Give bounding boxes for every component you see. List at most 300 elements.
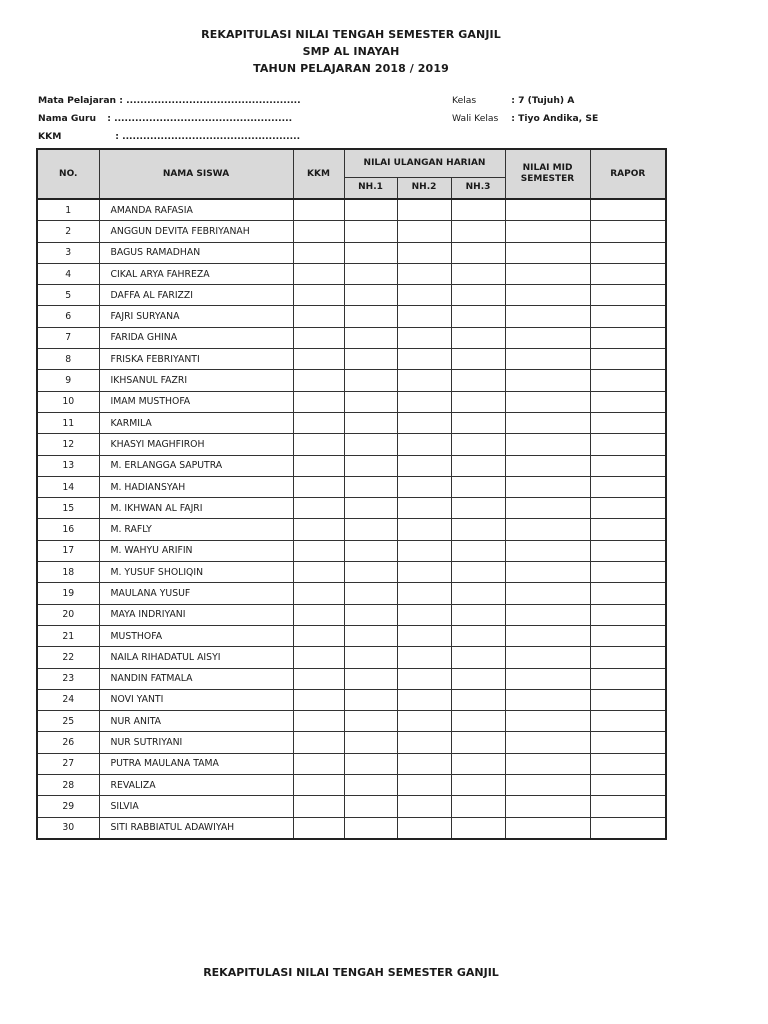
student-name: M. RAFLY xyxy=(99,519,293,540)
mid-semester-cell xyxy=(505,370,590,391)
nh1-cell xyxy=(344,455,397,476)
row-number: 20 xyxy=(37,604,99,625)
table-row xyxy=(37,625,666,646)
kkm-cell xyxy=(293,732,344,753)
class-field xyxy=(452,95,574,106)
nh2-cell xyxy=(397,263,451,284)
mid-semester-cell xyxy=(505,604,590,625)
student-name: NUR ANITA xyxy=(99,711,293,732)
next-page-title: REKAPITULASI NILAI TENGAH SEMESTER GANJIL xyxy=(203,966,499,979)
student-name: MUSTHOFA xyxy=(99,625,293,646)
kkm-field xyxy=(38,131,300,142)
report-cell xyxy=(590,604,666,625)
student-name: NUR SUTRIYANI xyxy=(99,732,293,753)
table-row xyxy=(37,221,666,242)
report-cell xyxy=(590,263,666,284)
report-cell xyxy=(590,668,666,689)
student-name: AMANDA RAFASIA xyxy=(99,199,293,221)
report-cell xyxy=(590,412,666,433)
nh1-cell xyxy=(344,199,397,221)
document-title: REKAPITULASI NILAI TENGAH SEMESTER GANJIL xyxy=(201,28,501,41)
row-number: 17 xyxy=(37,540,99,561)
nh1-cell xyxy=(344,306,397,327)
nh3-cell xyxy=(451,391,505,412)
kkm-cell xyxy=(293,263,344,284)
subject-value: .................................................. xyxy=(126,95,301,106)
kkm-cell xyxy=(293,647,344,668)
nh1-cell xyxy=(344,753,397,774)
nh1-cell xyxy=(344,391,397,412)
mid-semester-cell xyxy=(505,455,590,476)
kkm-cell xyxy=(293,583,344,604)
kkm-cell xyxy=(293,242,344,263)
mid-semester-cell xyxy=(505,775,590,796)
grades-table xyxy=(36,148,667,840)
student-name: ANGGUN DEVITA FEBRIYANAH xyxy=(99,221,293,242)
kkm-cell xyxy=(293,476,344,497)
student-name: MAYA INDRIYANI xyxy=(99,604,293,625)
nh2-cell xyxy=(397,412,451,433)
nh1-cell xyxy=(344,583,397,604)
row-number: 11 xyxy=(37,412,99,433)
student-name: BAGUS RAMADHAN xyxy=(99,242,293,263)
kkm-cell xyxy=(293,519,344,540)
table-row xyxy=(37,498,666,519)
nh2-cell xyxy=(397,285,451,306)
kkm-cell xyxy=(293,711,344,732)
report-cell xyxy=(590,370,666,391)
nh1-cell xyxy=(344,285,397,306)
table-row xyxy=(37,583,666,604)
row-number: 18 xyxy=(37,562,99,583)
table-row xyxy=(37,285,666,306)
student-name: DAFFA AL FARIZZI xyxy=(99,285,293,306)
nh3-cell xyxy=(451,775,505,796)
table-row xyxy=(37,732,666,753)
mid-semester-cell xyxy=(505,498,590,519)
nh1-cell xyxy=(344,689,397,710)
mid-semester-cell xyxy=(505,540,590,561)
table-row xyxy=(37,775,666,796)
table-row xyxy=(37,199,666,221)
student-name: FRISKA FEBRIYANTI xyxy=(99,349,293,370)
table-row xyxy=(37,391,666,412)
nh1-cell xyxy=(344,349,397,370)
student-name: M. IKHWAN AL FAJRI xyxy=(99,498,293,519)
student-name: FAJRI SURYANA xyxy=(99,306,293,327)
nh2-cell xyxy=(397,476,451,497)
nh3-cell xyxy=(451,817,505,839)
kkm-cell xyxy=(293,668,344,689)
mid-semester-cell xyxy=(505,349,590,370)
row-number: 8 xyxy=(37,349,99,370)
row-number: 14 xyxy=(37,476,99,497)
row-number: 26 xyxy=(37,732,99,753)
mid-semester-cell xyxy=(505,199,590,221)
subject-label: Mata Pelajaran : xyxy=(38,95,123,106)
row-number: 27 xyxy=(37,753,99,774)
report-cell xyxy=(590,540,666,561)
kkm-cell xyxy=(293,817,344,839)
mid-semester-cell xyxy=(505,391,590,412)
nh3-cell xyxy=(451,796,505,817)
nh3-cell xyxy=(451,412,505,433)
teacher-label: Nama Guru xyxy=(38,113,97,124)
row-number: 28 xyxy=(37,775,99,796)
mid-semester-cell xyxy=(505,817,590,839)
nh1-cell xyxy=(344,540,397,561)
nh3-cell xyxy=(451,583,505,604)
report-cell xyxy=(590,647,666,668)
report-cell xyxy=(590,221,666,242)
mid-semester-cell xyxy=(505,412,590,433)
table-row xyxy=(37,817,666,839)
nh1-cell xyxy=(344,711,397,732)
row-number: 7 xyxy=(37,327,99,348)
table-row xyxy=(37,647,666,668)
student-name: KARMILA xyxy=(99,412,293,433)
student-name: M. HADIANSYAH xyxy=(99,476,293,497)
report-cell xyxy=(590,625,666,646)
row-number: 24 xyxy=(37,689,99,710)
row-number: 5 xyxy=(37,285,99,306)
kkm-cell xyxy=(293,412,344,433)
header-mid-line2: SEMESTER xyxy=(520,174,575,184)
mid-semester-cell xyxy=(505,668,590,689)
report-cell xyxy=(590,391,666,412)
report-cell xyxy=(590,199,666,221)
nh1-cell xyxy=(344,519,397,540)
kkm-label: KKM xyxy=(38,131,62,142)
nh3-cell xyxy=(451,434,505,455)
nh1-cell xyxy=(344,647,397,668)
mid-semester-cell xyxy=(505,306,590,327)
table-row xyxy=(37,562,666,583)
student-name: M. YUSUF SHOLIQIN xyxy=(99,562,293,583)
mid-semester-cell xyxy=(505,242,590,263)
row-number: 25 xyxy=(37,711,99,732)
header-report: RAPOR xyxy=(590,149,666,199)
nh2-cell xyxy=(397,306,451,327)
table-row xyxy=(37,242,666,263)
nh3-cell xyxy=(451,263,505,284)
nh2-cell xyxy=(397,817,451,839)
nh2-cell xyxy=(397,668,451,689)
student-name: NOVI YANTI xyxy=(99,689,293,710)
row-number: 23 xyxy=(37,668,99,689)
nh2-cell xyxy=(397,689,451,710)
row-number: 1 xyxy=(37,199,99,221)
mid-semester-cell xyxy=(505,562,590,583)
nh1-cell xyxy=(344,263,397,284)
header-mid-semester xyxy=(505,149,590,199)
nh2-cell xyxy=(397,391,451,412)
table-row xyxy=(37,455,666,476)
student-name: IKHSANUL FAZRI xyxy=(99,370,293,391)
report-cell xyxy=(590,562,666,583)
nh2-cell xyxy=(397,540,451,561)
table-row xyxy=(37,668,666,689)
table-row xyxy=(37,306,666,327)
nh2-cell xyxy=(397,583,451,604)
table-row xyxy=(37,434,666,455)
student-name: IMAM MUSTHOFA xyxy=(99,391,293,412)
row-number: 30 xyxy=(37,817,99,839)
student-name: M. ERLANGGA SAPUTRA xyxy=(99,455,293,476)
nh2-cell xyxy=(397,625,451,646)
report-cell xyxy=(590,711,666,732)
nh3-cell xyxy=(451,455,505,476)
nh2-cell xyxy=(397,370,451,391)
mid-semester-cell xyxy=(505,327,590,348)
nh3-cell xyxy=(451,370,505,391)
header-nh1: NH.1 xyxy=(344,177,397,199)
nh2-cell xyxy=(397,242,451,263)
row-number: 19 xyxy=(37,583,99,604)
header-nh2: NH.2 xyxy=(397,177,451,199)
nh2-cell xyxy=(397,455,451,476)
kkm-cell xyxy=(293,327,344,348)
nh2-cell xyxy=(397,498,451,519)
row-number: 16 xyxy=(37,519,99,540)
student-name: NANDIN FATMALA xyxy=(99,668,293,689)
student-name: M. WAHYU ARIFIN xyxy=(99,540,293,561)
kkm-cell xyxy=(293,689,344,710)
report-cell xyxy=(590,498,666,519)
nh2-cell xyxy=(397,796,451,817)
nh3-cell xyxy=(451,540,505,561)
row-number: 21 xyxy=(37,625,99,646)
nh3-cell xyxy=(451,349,505,370)
mid-semester-cell xyxy=(505,796,590,817)
nh2-cell xyxy=(397,221,451,242)
nh3-cell xyxy=(451,711,505,732)
mid-semester-cell xyxy=(505,689,590,710)
kkm-cell xyxy=(293,562,344,583)
report-cell xyxy=(590,732,666,753)
report-cell xyxy=(590,689,666,710)
table-row xyxy=(37,540,666,561)
row-number: 9 xyxy=(37,370,99,391)
kkm-cell xyxy=(293,349,344,370)
mid-semester-cell xyxy=(505,263,590,284)
nh2-cell xyxy=(397,434,451,455)
mid-semester-cell xyxy=(505,583,590,604)
row-number: 10 xyxy=(37,391,99,412)
nh3-cell xyxy=(451,668,505,689)
homeroom-value: : Tiyo Andika, SE xyxy=(511,113,599,124)
nh3-cell xyxy=(451,689,505,710)
nh3-cell xyxy=(451,753,505,774)
nh3-cell xyxy=(451,647,505,668)
nh1-cell xyxy=(344,604,397,625)
kkm-cell xyxy=(293,498,344,519)
kkm-cell xyxy=(293,455,344,476)
row-number: 4 xyxy=(37,263,99,284)
nh2-cell xyxy=(397,519,451,540)
nh1-cell xyxy=(344,412,397,433)
report-cell xyxy=(590,285,666,306)
mid-semester-cell xyxy=(505,285,590,306)
student-name: FARIDA GHINA xyxy=(99,327,293,348)
mid-semester-cell xyxy=(505,519,590,540)
report-cell xyxy=(590,349,666,370)
nh2-cell xyxy=(397,604,451,625)
nh3-cell xyxy=(451,221,505,242)
teacher-field xyxy=(38,113,292,124)
nh1-cell xyxy=(344,668,397,689)
nh3-cell xyxy=(451,498,505,519)
header-kkm: KKM xyxy=(293,149,344,199)
table-row xyxy=(37,604,666,625)
nh2-cell xyxy=(397,327,451,348)
class-label: Kelas xyxy=(452,95,477,106)
nh2-cell xyxy=(397,753,451,774)
kkm-value: : ................................................... xyxy=(115,131,301,142)
kkm-cell xyxy=(293,391,344,412)
row-number: 22 xyxy=(37,647,99,668)
nh2-cell xyxy=(397,199,451,221)
academic-year: TAHUN PELAJARAN 2018 / 2019 xyxy=(253,62,449,75)
table-row xyxy=(37,349,666,370)
kkm-cell xyxy=(293,775,344,796)
header-nh3: NH.3 xyxy=(451,177,505,199)
nh2-cell xyxy=(397,775,451,796)
kkm-cell xyxy=(293,370,344,391)
report-cell xyxy=(590,583,666,604)
nh3-cell xyxy=(451,519,505,540)
nh1-cell xyxy=(344,476,397,497)
nh1-cell xyxy=(344,370,397,391)
table-row xyxy=(37,476,666,497)
nh1-cell xyxy=(344,817,397,839)
mid-semester-cell xyxy=(505,434,590,455)
mid-semester-cell xyxy=(505,732,590,753)
nh1-cell xyxy=(344,221,397,242)
nh3-cell xyxy=(451,562,505,583)
report-cell xyxy=(590,476,666,497)
nh2-cell xyxy=(397,711,451,732)
nh1-cell xyxy=(344,562,397,583)
table-row xyxy=(37,519,666,540)
student-name: CIKAL ARYA FAHREZA xyxy=(99,263,293,284)
student-name: SITI RABBIATUL ADAWIYAH xyxy=(99,817,293,839)
student-name: SILVIA xyxy=(99,796,293,817)
mid-semester-cell xyxy=(505,625,590,646)
student-name: MAULANA YUSUF xyxy=(99,583,293,604)
student-name: KHASYI MAGHFIROH xyxy=(99,434,293,455)
mid-semester-cell xyxy=(505,753,590,774)
table-row xyxy=(37,263,666,284)
kkm-cell xyxy=(293,199,344,221)
header-name: NAMA SISWA xyxy=(99,149,293,199)
nh1-cell xyxy=(344,732,397,753)
class-value: : 7 (Tujuh) A xyxy=(511,95,575,106)
nh3-cell xyxy=(451,476,505,497)
document-header xyxy=(0,26,702,77)
report-cell xyxy=(590,519,666,540)
kkm-cell xyxy=(293,604,344,625)
table-row xyxy=(37,753,666,774)
nh1-cell xyxy=(344,242,397,263)
nh3-cell xyxy=(451,625,505,646)
nh1-cell xyxy=(344,796,397,817)
kkm-cell xyxy=(293,221,344,242)
nh2-cell xyxy=(397,562,451,583)
header-no: NO. xyxy=(37,149,99,199)
kkm-cell xyxy=(293,625,344,646)
nh3-cell xyxy=(451,732,505,753)
student-name: PUTRA MAULANA TAMA xyxy=(99,753,293,774)
kkm-cell xyxy=(293,540,344,561)
nh3-cell xyxy=(451,242,505,263)
nh1-cell xyxy=(344,434,397,455)
homeroom-label: Wali Kelas xyxy=(452,113,499,124)
mid-semester-cell xyxy=(505,711,590,732)
nh3-cell xyxy=(451,306,505,327)
nh2-cell xyxy=(397,349,451,370)
mid-semester-cell xyxy=(505,647,590,668)
table-row xyxy=(37,412,666,433)
kkm-cell xyxy=(293,306,344,327)
row-number: 2 xyxy=(37,221,99,242)
row-number: 6 xyxy=(37,306,99,327)
table-row xyxy=(37,796,666,817)
table-row xyxy=(37,689,666,710)
homeroom-field xyxy=(452,113,598,124)
table-row xyxy=(37,711,666,732)
subject-field xyxy=(38,95,301,106)
student-name: NAILA RIHADATUL AISYI xyxy=(99,647,293,668)
nh3-cell xyxy=(451,285,505,306)
nh3-cell xyxy=(451,199,505,221)
row-number: 15 xyxy=(37,498,99,519)
nh1-cell xyxy=(344,625,397,646)
table-row xyxy=(37,327,666,348)
report-cell xyxy=(590,434,666,455)
row-number: 12 xyxy=(37,434,99,455)
nh2-cell xyxy=(397,647,451,668)
report-cell xyxy=(590,817,666,839)
kkm-cell xyxy=(293,285,344,306)
kkm-cell xyxy=(293,753,344,774)
kkm-cell xyxy=(293,434,344,455)
report-cell xyxy=(590,306,666,327)
nh3-cell xyxy=(451,604,505,625)
kkm-cell xyxy=(293,796,344,817)
report-cell xyxy=(590,753,666,774)
header-mid-line1: NILAI MID xyxy=(522,163,573,173)
report-cell xyxy=(590,796,666,817)
nh1-cell xyxy=(344,775,397,796)
mid-semester-cell xyxy=(505,221,590,242)
nh1-cell xyxy=(344,327,397,348)
row-number: 29 xyxy=(37,796,99,817)
report-cell xyxy=(590,455,666,476)
nh1-cell xyxy=(344,498,397,519)
mid-semester-cell xyxy=(505,476,590,497)
row-number: 13 xyxy=(37,455,99,476)
report-cell xyxy=(590,775,666,796)
student-name: REVALIZA xyxy=(99,775,293,796)
nh3-cell xyxy=(451,327,505,348)
table-row xyxy=(37,370,666,391)
nh2-cell xyxy=(397,732,451,753)
header-daily-tests: NILAI ULANGAN HARIAN xyxy=(344,149,505,177)
row-number: 3 xyxy=(37,242,99,263)
teacher-value: : ................................................... xyxy=(107,113,293,124)
report-cell xyxy=(590,242,666,263)
